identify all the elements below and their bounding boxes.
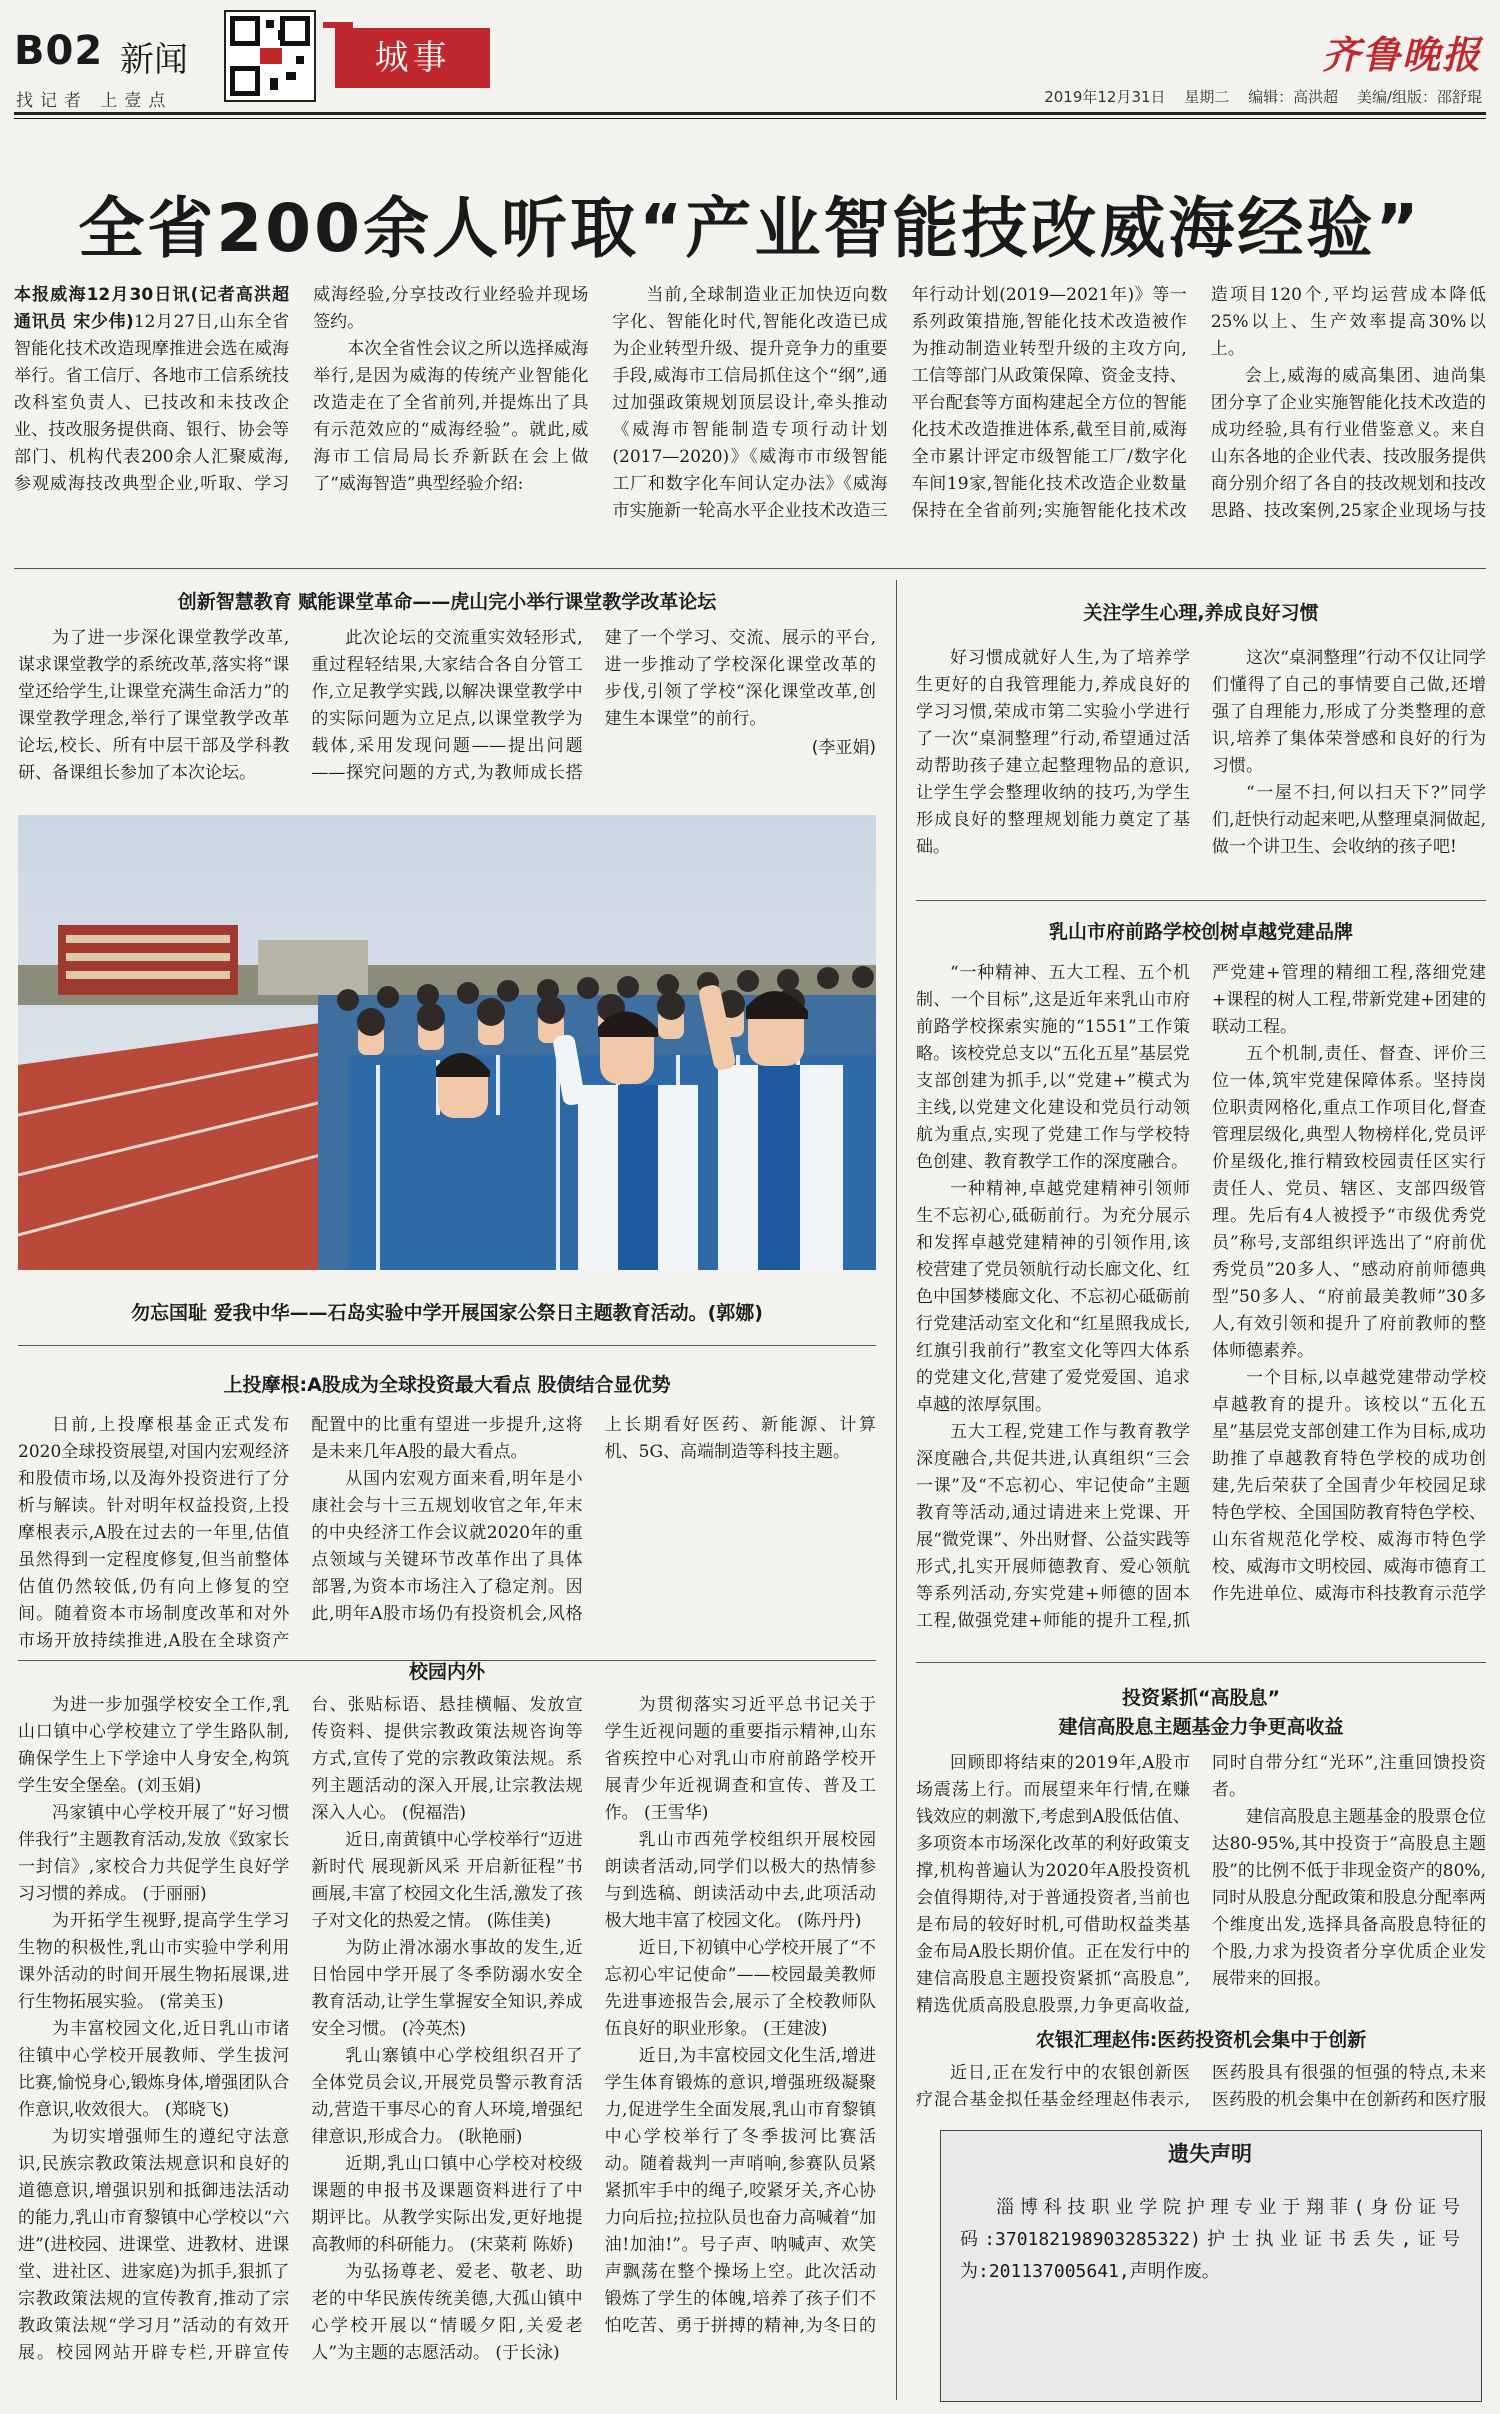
- gaogu-paragraph: 回顾即将结束的2019年,A股市场震荡上行。而展望来年行情,在赚钱效应的刺激下,考虑到A股低估值、多项资本市场深化改革的利好政策支撑,机构普遍认为2020年A股投资机会值得期待,对于普通投资者,当前也是布局的较好时机,可借助权益类基金布局A股长期价值。正在发行中的建信高股息主题投资紧抓“高股息”,精选优质高股息股票,力争更高收益,同时自带分红“光环”,注重回馈投资者。: [916, 1753, 1486, 2016]
- campus-title: 校园内外: [408, 1661, 485, 1683]
- party-title: 乳山市府前路学校创树卓越党建品牌: [1048, 921, 1353, 943]
- nongyin-title: 农银汇理赵伟:医药投资机会集中于创新: [1035, 2029, 1367, 2051]
- campus-item: 近日,南黄镇中心学校举行“迈进新时代 展现新风采 开启新征程”书画展,丰富了校园文化生活,激发了孩子对文化的热爱之情。 (陈佳美): [311, 1830, 583, 1931]
- classroom-byline: (李亚娟): [811, 738, 876, 758]
- lead-paragraph: 本次全省性会议之所以选择威海举行,是因为威海的传统产业智能化改造走在了全省前列,并提炼出了具有示范效应的“威海经验”。就此,威海市工信局局长乔新跃在会上做了“威海智造”典型经验介绍:: [313, 339, 589, 494]
- newspaper-logo: 齐鲁晚报: [1321, 32, 1482, 77]
- editor-credit: 编辑：高洪超: [1248, 88, 1339, 106]
- issue-date: 2019年12月31日: [1044, 88, 1166, 106]
- campus-item: 近日,为丰富校园文化生活,增进学生体育锻炼的意识,增强班级凝聚力,促进学生全面发展,乳山市育黎镇中心学校举行了冬季拔河比赛活动。随着裁判一声哨响,参赛队员紧紧抓牢手中的绳子,咬紧牙关,齐心协力向后拉;拉拉队员也奋力高喊着“加油!加油!”。号子声、呐喊声、欢笑声飘荡在整个操场上空。此次活动锻炼了学生的体魄,培养了孩子们不怕吃苦、勇于拼搏的精神,为冬日的: [604, 2046, 876, 2336]
- gaogu-title-2: 建信高股息主题基金力争更高收益: [1058, 1716, 1344, 1738]
- nongyin-paragraph: 近日,正在发行中的农银创新医疗混合基金拟任基金经理赵伟表示,医药股具有很强的恒强的特点,未来医药股的机会集中在创新药和医疗服: [916, 2063, 1486, 2110]
- party-paragraph: 一种精神,卓越党建精神引领师生不忘初心,砥砺前行。为充分展示和发挥卓越党建精神的引领作用,该校营建了党员领航行动长廊文化、红色中国梦楼廊文化、不忘初心砥砺前行党建活动室文化和“红星照我成长,红旗引我前行”教室文化等四大体系的党建文化,营建了爱党爱国、追求卓越的浓厚氛围。: [916, 1179, 1190, 1415]
- campus-item: 为切实增强师生的遵纪守法意识,民族宗教政策法规意识和良好的道德意识,增强识别和抵御违法活动的能力,乳山市育黎镇中心学校以“六进”(进校园、进课堂、进教材、进课堂、进社区、进家庭)为抓手,狠抓了宗教政策法规的宣传教育,推动了宗教政策法规“学习月”活动的有效开展。校园网站开辟专栏,开辟宣传台、张贴标语、悬挂横幅、发放宣传资料、提供宗教政策法规咨询等方式,宣传了党的宗教政策法规。系列主题活动的深入开展,让宗教法规深入人心。 (倪福浩): [18, 1695, 583, 2363]
- lead-dateline: 本报威海12月30日讯(记者高洪超 通讯员 宋少伟): [14, 285, 290, 332]
- campus-item: 为防止滑冰溺水事故的发生,近日怡园中学开展了冬季防溺水安全教育活动,让学生掌握安全知识,养成安全习惯。 (冷英杰): [311, 1938, 583, 2039]
- lead-headline: 全省200余人听取“产业智能技改威海经验”: [78, 190, 1422, 267]
- notice-title: 遗失声明: [1168, 2142, 1252, 2166]
- party-paragraph: 五个机制,责任、督查、评价三位一体,筑牢党建保障体系。坚持岗位职责网格化,重点工作项目化,督查管理层级化,典型人物榜样化,党员评价星级化,推行精致校园责任区实行责任人、党员、辖区、支部四级管理。先后有4人被授予“市级优秀党员”称号,支部组织评选出了“府前优秀党员”20多人、“感动府前师德典型”50多人、“府前最美教师”30多人,有效引领和提升了府前教师的整体师德素养。: [1212, 1044, 1486, 1361]
- masthead-rule-thin: [14, 118, 1486, 119]
- notice-text: 淄博科技职业学院护理专业于翔菲(身份证号码:370182198903285322)护士执业证书丢失,证号为:201137005641,声明作废。: [960, 2197, 1460, 2282]
- gaogu-title-1: 投资紧抓“高股息”: [1122, 1687, 1280, 1709]
- qr-code-icon: [224, 10, 316, 102]
- classroom-article: [18, 625, 876, 795]
- campus-item: 乳山市西苑学校组织开展校园朗读者活动,同学们以极大的热情参与到选稿、朗读活动中去,此项活动极大地丰富了校园文化。 (陈丹丹): [604, 1830, 876, 1931]
- ashare-title: 上投摩根:A股成为全球投资最大看点 股债结合显优势: [223, 1374, 671, 1396]
- divider: [18, 1345, 876, 1346]
- ashare-paragraph: 从国内宏观方面来看,明年是小康社会与十三五规划收官之年,年末的中央经济工作会议就2020年的重点领域与关键环节改革作出了具体部署,为资本市场注入了稳定剂。因此,明年A股市场仍有投资机会,风格上长期看好医药、新能源、计算机、5G、高端制造等科技主题。: [311, 1415, 876, 1624]
- party-paragraph: “一种精神、五大工程、五个机制、一个目标”,这是近年来乳山市府前路学校探索实施的“1551”工作策略。该校党总支以“五化五星”基层党支部创建为抓手,以“党建+”模式为主线,以党建文化建设和党员行动领航为重点,实现了党建工作与学校特色创建、教育教学工作的深度融合。: [916, 963, 1190, 1172]
- party-paragraph: 一个目标,以卓越党建带动学校卓越教育的提升。该校以“五化五星”基层党支部创建工作为目标,成功助推了卓越教育特色学校的成功创建,先后荣获了全国青少年校园足球特色学校、全国国防教育特色学校、山东省规范化学校、威海市特色学校、威海市文明校园、威海市德育工作先进单位、威海市科技教育示范学: [1212, 1368, 1486, 1604]
- gaogu-article: [916, 1750, 1486, 2020]
- ashare-paragraph: 日前,上投摩根基金正式发布2020全球投资展望,对国内宏观经济和股债市场,以及海外投资进行了分析与解读。针对明年权益投资,上投摩根表示,A股在过去的一年里,估值虽然得到一定程度修复,但当前整体估值仍然较低,仍有向上修复的空间。随着资本市场制度改革和对外市场开放持续推进,A股在全球资产配置中的比重有望进一步提升,这将是未来几年A股的最大看点。: [18, 1415, 583, 1651]
- classroom-title: 创新智慧教育 赋能课堂革命——虎山完小举行课堂教学改革论坛: [177, 591, 717, 613]
- campus-item: 乳山寨镇中心学校组织召开了全体党员会议,开展党员警示教育活动,营造干事尽心的育人环境,增强纪律意识,形成合力。 (耿艳丽): [311, 2046, 583, 2147]
- column-tab: 城事: [335, 28, 490, 88]
- issue-meta: [1030, 86, 1482, 107]
- campus-item: 冯家镇中心学校开展了“好习惯伴我行”主题教育活动,发放《致家长一封信》,家校合力共促学生良好学习习惯的养成。 (于丽丽): [18, 1803, 290, 1904]
- habits-paragraph: 这次“桌洞整理”行动不仅让同学们懂得了自己的事情要自己做,还增强了自理能力,形成了分类整理的意识,培养了集体荣誉感和良好的行为习惯。: [1212, 648, 1486, 776]
- campus-item: 为弘扬尊老、爱老、敬老、助老的中华民族传统美德,大孤山镇中心学校开展以“情暖夕阳,关爱老人”为主题的志愿活动。 (于长泳): [311, 2262, 583, 2363]
- party-paragraph: 五大工程,党建工作与教育教学深度融合,共促共进,认真组织“三会一课”及“不忘初心、牢记使命”主题教育等活动,通过请进来上党课、开展“微党课”、外出财督、公益实践等形式,扎实开展师德教育、爱心领航等系列活动,夯实党建+师德的固本工程,做强党建+师能的提升工程,抓严党建+管理的精细工程,落细党建+课程的树人工程,带新党建+团建的联动工程。: [916, 963, 1486, 1631]
- designer-credit: 美编/组版：邵舒琨: [1356, 88, 1482, 106]
- column-divider: [896, 580, 897, 2400]
- campus-item: 近日,下初镇中心学校开展了“不忘初心牢记使命”——校园最美教师先进事迹报告会,展示了全校教师队伍良好的职业形象。 (王建波): [604, 1938, 876, 2039]
- divider: [14, 568, 1486, 569]
- masthead-rule: [14, 112, 1486, 115]
- page-number: B02: [14, 28, 104, 74]
- campus-item: 近期,乳山口镇中心学校对校级课题的申报书及课题资料进行了中期评比。从教学实际出发,更好地提高教师的科研能力。 (宋菜莉 陈娇): [311, 2154, 583, 2255]
- campus-item: 为开拓学生视野,提高学生学习生物的积极性,乳山市实验中学利用课外活动的时间开展生物拓展课,进行生物拓展实验。 (常美玉): [18, 1911, 290, 2012]
- photo-caption: 勿忘国耻 爱我中华——石岛实验中学开展国家公祭日主题教育活动。(郭娜): [131, 1302, 763, 1324]
- nongyin-article: [916, 2060, 1486, 2122]
- issue-weekday: 星期二: [1184, 88, 1230, 106]
- slogan: 找记者 上壹点: [16, 91, 173, 111]
- classroom-paragraph: 为了进一步深化课堂教学改革,谋求课堂教学的系统改革,落实将“课堂还给学生,让课堂充满生命活力”的课堂教学理念,举行了课堂教学改革论坛,校长、所有中层干部及学科教研、备课组长参加了本次论坛。: [18, 628, 290, 783]
- gaogu-paragraph: 建信高股息主题基金的股票仓位达80-95%,其中投资于“高股息主题股”的比例不低于非现金资产的80%,同时从股息分配政策和股息分配率两个维度出发,选择具备高股息特征的个股,力求为投资者分享优质企业发展带来的回报。: [1212, 1807, 1486, 1989]
- campus-item: 为贯彻落实习近平总书记关于学生近视问题的重要指示精神,山东省疾控中心对乳山市府前路学校开展青少年近视调查和宣传、普及工作。 (王雪华): [604, 1695, 876, 1823]
- lead-article: [14, 282, 1486, 550]
- party-article: [916, 960, 1486, 1650]
- section-name: 新闻: [120, 40, 188, 80]
- habits-article: [916, 645, 1486, 885]
- campus-article: [18, 1692, 876, 2392]
- habits-paragraph: “一屋不扫,何以扫天下?”同学们,赶快行动起来吧,从整理桌洞做起,做一个讲卫生、会收纳的孩子吧!: [1212, 783, 1486, 857]
- campus-item: 为丰富校园文化,近日乳山市诸往镇中心学校开展教师、学生拔河比赛,愉悦身心,锻炼身体,增强团队合作意识,收效很大。 (郑晓飞): [18, 2019, 290, 2120]
- lead-paragraph: 12月27日,山东全省智能化技术改造现摩推进会选在威海举行。省工信厅、各地市工信系统技改科室负责人、已技改和未技改企业、技改服务提供商、银行、协会等部门、机构代表200余人汇聚威海,参观威海技改典型企业,听取、学习威海经验,分享技改行业经验并现场签约。: [14, 285, 589, 494]
- divider: [916, 900, 1486, 901]
- ashare-article: [18, 1412, 876, 1657]
- lead-paragraph: 当前,全球制造业正加快迈向数字化、智能化时代,智能化改造已成为企业转型升级、提升竞争力的重要手段,威海市工信局抓住这个“纲”,通过加强政策规划顶层设计,牵头推动《威海市智能制造专项行动计划(2017—2020)》《威海市市级智能工厂和数字化车间认定办法》《威海市实施新一轮高水平企业技术改造三年行动计划(2019—2021年)》等一系列政策措施,智能化技术改造被作为推动制造业转型升级的主攻方向,工信等部门从政策保障、资金支持、平台配套等方面构建起全方位的智能化技术改造推进体系,截至目前,威海全市累计评定市级智能工厂/数字化车间19家,智能化技术改造企业数量保持在全省前列;实施智能化技术改造项目120个,平均运营成本降低25%以上、生产效率提高30%以上。: [612, 285, 1486, 521]
- habits-paragraph: 好习惯成就好人生,为了培养学生更好的自我管理能力,养成良好的学习习惯,荣成市第二实验小学进行了一次“桌洞整理”行动,希望通过活动帮助孩子建立起整理物品的意识,让学生学会整理收纳的技巧,为学生形成良好的整理规划能力奠定了基础。: [916, 648, 1190, 857]
- campus-item: 为进一步加强学校安全工作,乳山口镇中心学校建立了学生路队制,确保学生上下学途中人身安全,构筑学生安全堡垒。(刘玉娟): [18, 1695, 290, 1796]
- students-ceremony-illustration: [18, 815, 876, 1270]
- divider: [916, 1662, 1486, 1663]
- ceremony-photo: [18, 815, 876, 1270]
- lead-paragraph: 会上,威海的威高集团、迪尚集团分享了企业实施智能化技术改造的成功经验,具有行业借鉴意义。来自山东各地的企业代表、技改服务提供商分别介绍了各自的技改规划和技改思路、技改案例,25家企业现场与技: [1210, 366, 1486, 521]
- classroom-paragraph: 此次论坛的交流重实效轻形式,重过程轻结果,大家结合各自分管工作,立足教学实践,以解决课堂教学中的实际问题为立足点,以课堂教学为载体,采用发现问题——提出问题——探究问题的方式,为教师成长搭建了一个学习、交流、展示的平台,进一步推动了学校深化课堂改革的步伐,引领了学校“深化课堂改革,创建生本课堂”的前行。: [311, 628, 876, 783]
- habits-title: 关注学生心理,养成良好习惯: [1083, 602, 1319, 624]
